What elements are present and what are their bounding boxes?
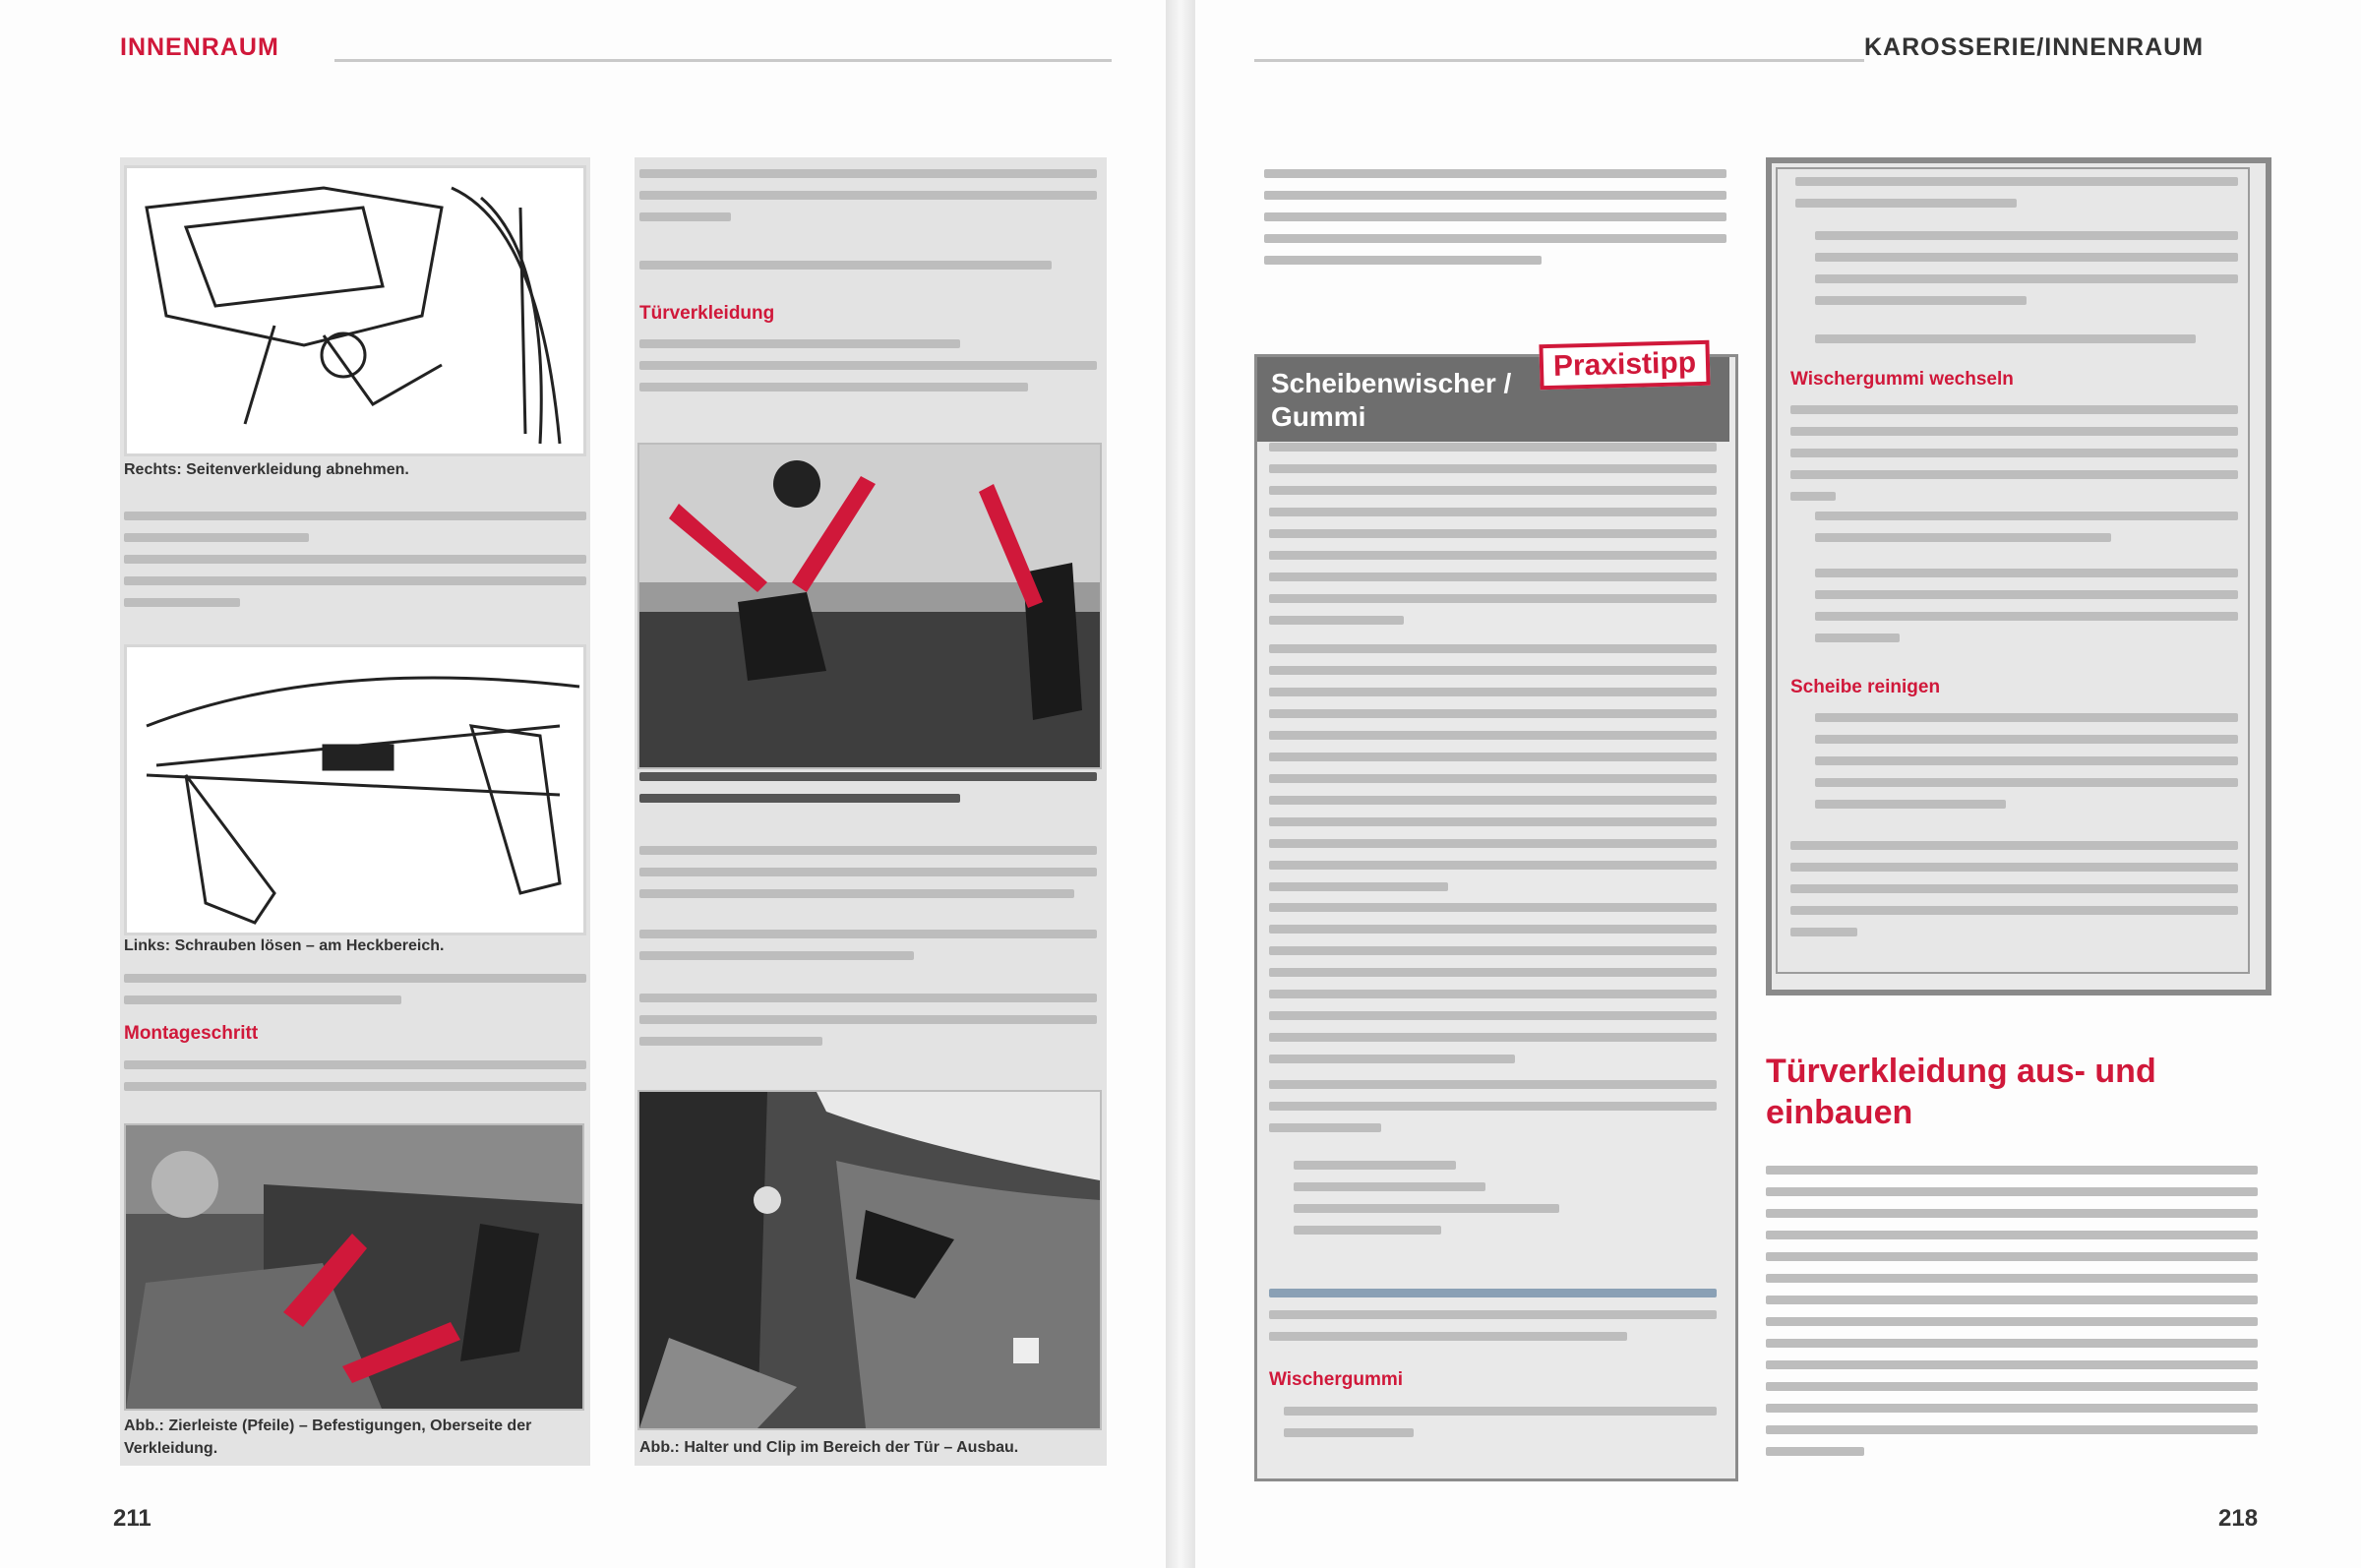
book-gutter <box>1166 0 1195 1568</box>
left-col2-paragraph-1 <box>639 169 1097 234</box>
left-running-head: INNENRAUM <box>120 33 279 61</box>
right-box-paragraph-1 <box>1795 177 2238 220</box>
right-box-paragraph-6 <box>1815 569 2238 655</box>
caption-5: Abb.: Halter und Clip im Bereich der Tür – Ausbau. <box>639 1439 1019 1456</box>
photo-1-svg <box>126 1125 582 1409</box>
line-drawing-1-svg <box>127 168 583 453</box>
left-col2-paragraph-3 <box>639 339 1097 404</box>
photo-1 <box>124 1123 584 1411</box>
right-box-paragraph-8 <box>1790 841 2238 949</box>
left-col2-paragraph-6 <box>639 994 1097 1058</box>
left-col1-paragraph-2 <box>124 974 586 1017</box>
praxis-box-title-1: Scheibenwischer / <box>1271 368 1512 398</box>
figure-line-drawing-1 <box>124 165 586 456</box>
right-box-paragraph-5 <box>1815 512 2238 555</box>
praxis-paragraph-5 <box>1269 1289 1717 1354</box>
caption-1: Rechts: Seitenverkleidung abnehmen. <box>124 461 409 478</box>
praxis-paragraph-4 <box>1269 1080 1717 1145</box>
right-head-rule <box>1254 59 1864 62</box>
right-page-number: 218 <box>2218 1505 2259 1532</box>
praxis-tag: Praxistipp <box>1539 340 1710 391</box>
left-col1-paragraph-1 <box>124 512 586 620</box>
praxis-paragraph-2 <box>1269 644 1717 904</box>
line-drawing-2-svg <box>127 647 583 933</box>
left-col2-paragraph-4 <box>639 846 1097 911</box>
praxis-paragraph-3 <box>1269 903 1717 1076</box>
caption-3: Abb.: Zierleiste (Pfeile) – Befestigungen, Oberseite der Verkleidung. <box>124 1417 532 1457</box>
section-title-line-2: einbauen <box>1766 1094 1913 1131</box>
caption-2: Links: Schrauben lösen – am Heckbereich. <box>124 937 445 954</box>
right-box-paragraph-2 <box>1815 231 2238 318</box>
right-running-head: KAROSSERIE/INNENRAUM <box>1864 33 2205 61</box>
section-body-text <box>1766 1166 2258 1469</box>
caption-4-box <box>639 772 1097 815</box>
left-col2-paragraph-5 <box>639 930 1097 973</box>
right-box-paragraph-7 <box>1815 713 2238 821</box>
left-col2-paragraph-2 <box>639 261 1097 282</box>
photo-2-svg <box>639 445 1100 767</box>
right-box-subhead-1: Wischergummi wechseln <box>1790 369 2014 390</box>
photo-3-svg <box>639 1092 1100 1428</box>
figure-line-drawing-2 <box>124 644 586 935</box>
left-subhead-1: Montageschritt <box>124 1023 259 1044</box>
praxis-bullets <box>1294 1161 1589 1247</box>
left-page-number: 211 <box>113 1505 151 1532</box>
left-head-rule <box>334 59 1112 62</box>
left-col1-paragraph-3 <box>124 1060 586 1104</box>
praxis-paragraph-1 <box>1269 443 1717 637</box>
right-box-paragraph-3 <box>1815 334 2238 356</box>
praxis-subhead: Wischergummi <box>1269 1369 1404 1390</box>
photo-2 <box>637 443 1102 769</box>
left-subhead-2: Türverkleidung <box>639 303 775 324</box>
right-col1-paragraph-1 <box>1264 169 1726 277</box>
praxis-box-title-2: Gummi <box>1271 401 1366 432</box>
right-box-paragraph-4 <box>1790 405 2238 513</box>
left-page <box>0 0 1166 1568</box>
praxis-paragraph-6 <box>1284 1407 1717 1450</box>
section-title-line-1: Türverkleidung aus- und <box>1766 1053 2156 1090</box>
section-title <box>1766 1051 2258 1133</box>
right-box-subhead-2: Scheibe reinigen <box>1790 677 1941 697</box>
photo-3 <box>637 1090 1102 1430</box>
right-page <box>1195 0 2361 1568</box>
